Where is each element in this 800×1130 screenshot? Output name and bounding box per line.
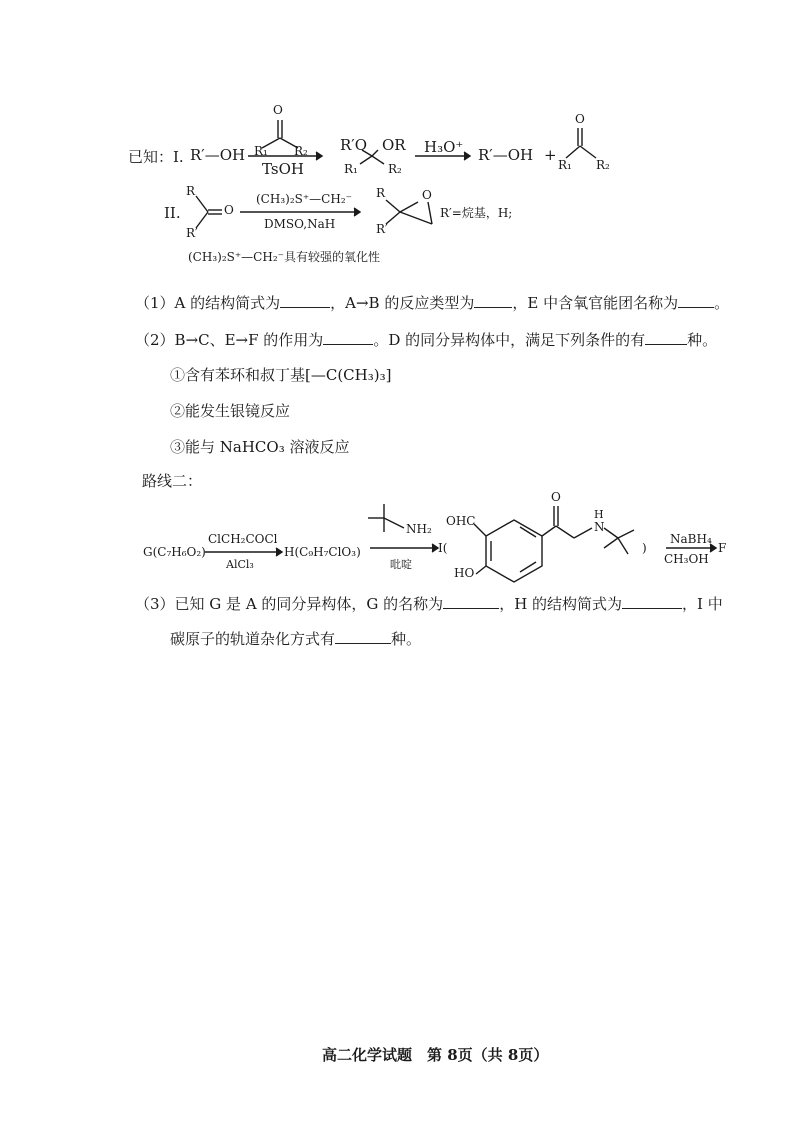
catalyst-tsoh: TsOH [262, 160, 304, 178]
q3-text-d: 碳原子的轨道杂化方式有 [170, 630, 336, 648]
hydrolysis-reagent: H₃O⁺ [424, 138, 464, 156]
compound-i-close: ) [642, 541, 647, 555]
epoxide-rprime: R′ [376, 222, 388, 236]
epoxide-bonds [386, 200, 432, 224]
q1-blank-1[interactable] [280, 293, 330, 308]
acetal-r1: R₁ [344, 162, 358, 176]
epoxide-r: R [376, 186, 386, 200]
r1-alcohol: R′—OH [190, 146, 246, 164]
i-amine-h: H [594, 508, 604, 521]
q2-text-b: 。D 的同分异构体中，满足下列条件的有 [373, 331, 646, 349]
product-alcohol: R′—OH [478, 146, 534, 164]
ohc-label: OHC [446, 514, 476, 528]
ketone-o-label: O [273, 103, 283, 117]
i-ketone-o: O [551, 490, 561, 504]
q3-text-b: ，H 的结构简式为 [499, 595, 623, 613]
acetal-r2: R₂ [388, 162, 402, 176]
ii-label: II. [164, 204, 181, 222]
q3-blank-1[interactable] [443, 594, 499, 609]
condition-3: ③能与 NaHCO₃ 溶液反应 [170, 438, 350, 456]
q1-text-d: 。 [714, 294, 730, 312]
known-lead: 已知：I. [128, 148, 184, 166]
ho-label: HO [454, 566, 475, 580]
product-ketone-o: O [575, 112, 585, 126]
i-amine-n: N [594, 520, 605, 534]
oxidant-note: (CH₃)₂S⁺—CH₂⁻具有较强的氧化性 [188, 250, 380, 264]
dmso-nah: DMSO,NaH [264, 217, 336, 231]
pyridine-label: 吡啶 [390, 558, 412, 571]
acetal-ro: R′O [340, 136, 367, 154]
amine-nh2: NH₂ [406, 522, 432, 536]
compound-i-open: I( [438, 541, 448, 555]
q1-text-c: ，E 中含氧官能团名称为 [512, 294, 679, 312]
plus-sign: + [544, 146, 557, 164]
q2-text-a: （2）B→C、E→F 的作用为 [135, 331, 324, 349]
acetal-or: OR [382, 136, 406, 154]
ketone-r2-label: R₂ [294, 144, 308, 158]
ii-rprime: R′ [186, 226, 198, 240]
product-ketone-r2: R₂ [596, 158, 610, 172]
q1-text-b: ，A→B 的反应类型为 [330, 294, 475, 312]
q2-blank-1[interactable] [323, 330, 373, 345]
q1-blank-3[interactable] [678, 293, 714, 308]
product-ketone-bonds [566, 128, 596, 158]
page-footer: 高二化学试题 第 8页（共 8页） [322, 1046, 549, 1064]
epoxide-o: O [422, 188, 432, 202]
compound-f: F [718, 541, 727, 555]
ketone-r1-label: R₁ [254, 144, 268, 158]
step1-reagent: ClCH₂COCl [208, 532, 278, 546]
route-two-label: 路线二： [142, 472, 203, 490]
q3-text-c: ，I 中 [682, 595, 723, 613]
q3-blank-2[interactable] [622, 594, 682, 609]
ii-note: R′=烷基，H; [440, 206, 513, 220]
q2-blank-2[interactable] [645, 330, 687, 345]
compound-g: G(C₇H₆O₂) [143, 545, 206, 559]
product-ketone-r1: R₁ [558, 158, 572, 172]
ii-r: R [186, 184, 196, 198]
step3-solvent: CH₃OH [664, 552, 709, 566]
carbonyl-ii-bonds [196, 196, 222, 228]
q3-text-e: 种。 [391, 630, 422, 648]
q2-text-c: 种。 [687, 331, 718, 349]
ylide-reagent: (CH₃)₂S⁺—CH₂⁻ [256, 192, 352, 206]
q1-blank-2[interactable] [474, 293, 512, 308]
q3-text-a: （3）已知 G 是 A 的同分异构体，G 的名称为 [135, 595, 444, 613]
question-3-cont [170, 628, 421, 649]
q3-blank-3[interactable] [335, 629, 391, 644]
q1-text-a: （1）A 的结构简式为 [135, 294, 281, 312]
step1-catalyst: AlCl₃ [226, 558, 254, 571]
condition-2: ②能发生银镜反应 [170, 402, 291, 420]
question-3 [135, 593, 723, 614]
question-2 [135, 329, 717, 350]
step3-reagent: NaBH₄ [670, 532, 712, 546]
condition-1: ①含有苯环和叔丁基[—C(CH₃)₃] [170, 366, 392, 384]
compound-i-bonds [474, 506, 634, 582]
tert-butylamine-bonds [368, 504, 404, 532]
compound-h: H(C₉H₇ClO₃) [284, 545, 361, 559]
question-1 [135, 292, 729, 313]
ii-o: O [224, 203, 234, 217]
